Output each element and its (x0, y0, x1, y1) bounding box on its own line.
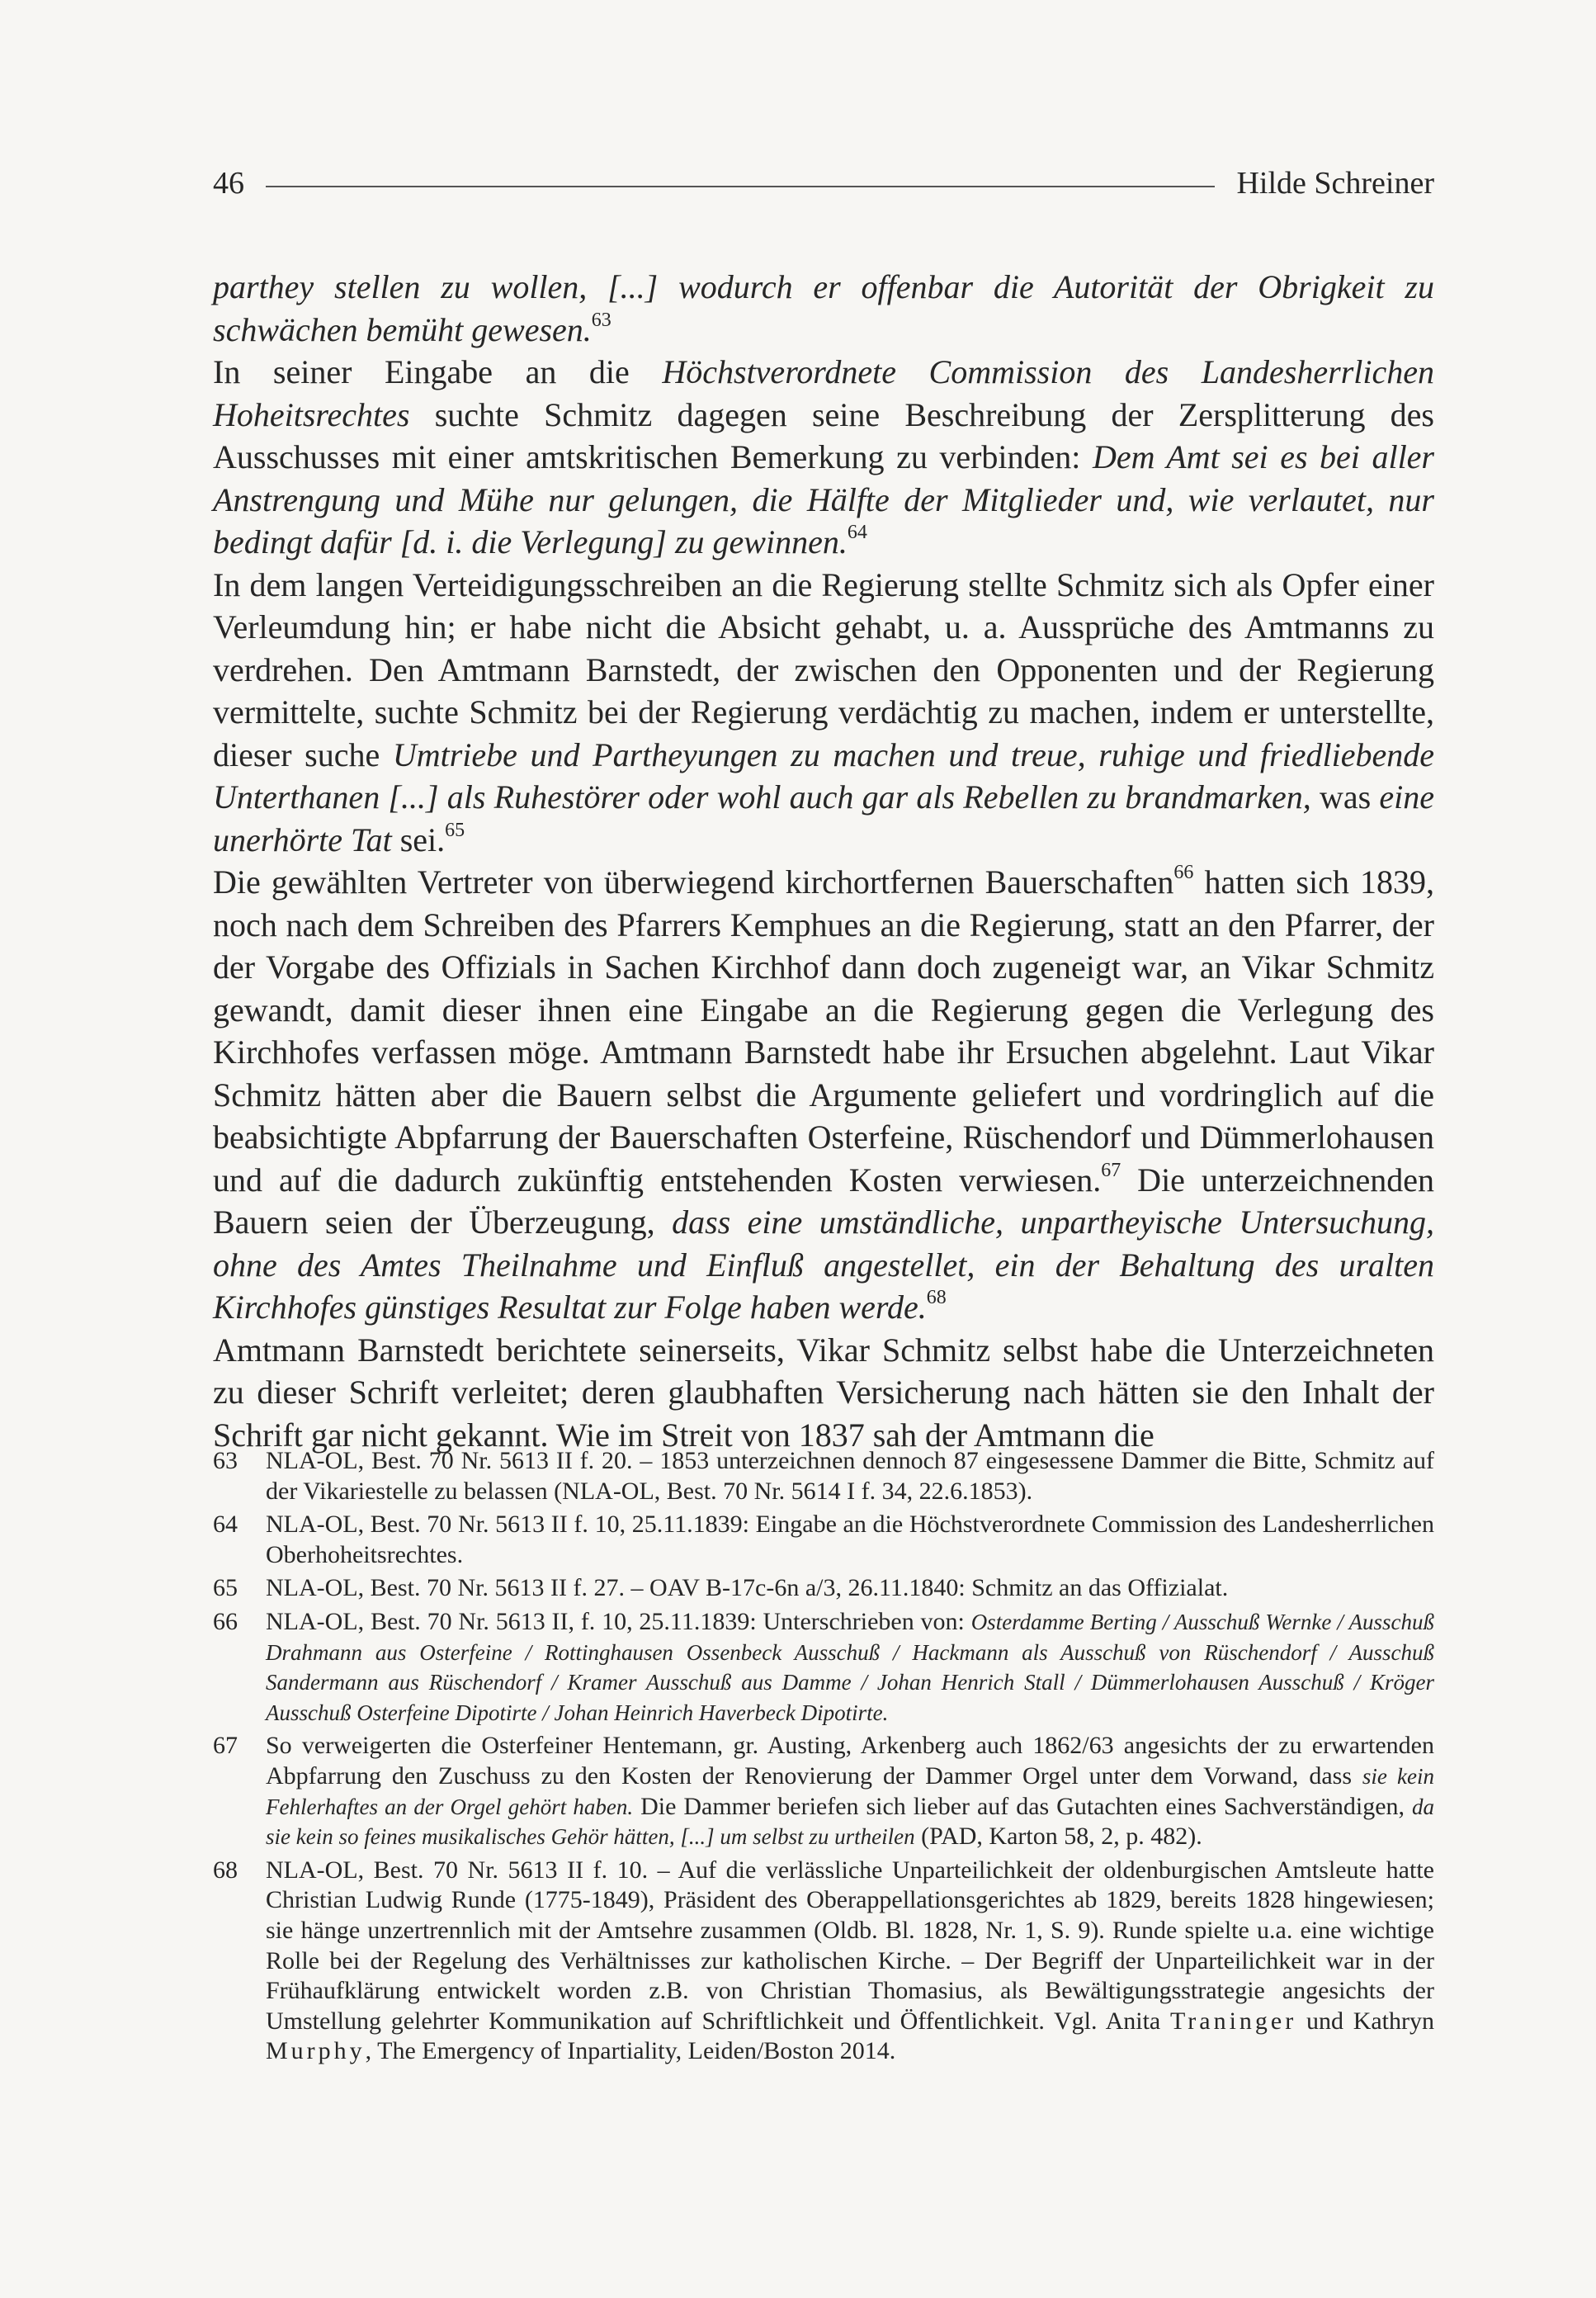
text-span: Die unterzeichnenden Bauern seien der Überzeugung, (213, 1161, 1434, 1241)
text-span: NLA-OL, Best. 70 Nr. 5613 II f. 27. – OAV B-17c-6n a/3, 26.11.1840: Schmitz an das Offizialat. (266, 1574, 1229, 1602)
footnote-text (266, 1510, 1434, 1570)
text-span: NLA-OL, Best. 70 Nr. 5613 II f. 20. – 1853 unterzeichnen dennoch 87 eingesessene Dammer die Bitte, Schmitz auf der Vikariestelle zu belassen (NLA-OL, Best. 70 Nr. 5614 I f. 34, 22.6.1853). (266, 1447, 1434, 1505)
footnote-text (266, 1856, 1434, 2067)
italic-span: sie kein Fehlerhaftes an der Orgel gehört haben. (266, 1763, 1434, 1819)
spaced-name: Murphy (266, 2037, 366, 2065)
footnotes (213, 1446, 1434, 2070)
footnote-ref: 68 (926, 1287, 947, 1308)
text-span: sei. (391, 820, 446, 858)
text-span: was (1310, 778, 1380, 816)
footnote-ref: 67 (1101, 1159, 1121, 1181)
footnote-ref: 66 (1173, 862, 1194, 883)
page-number: 46 (213, 166, 244, 201)
italic-span: Höchstverordnete Commission des Landesherrlichen Hoheitsrechtes (213, 353, 1434, 433)
text-span: NLA-OL, Best. 70 Nr. 5613 II f. 10. – Auf die verlässliche Unparteilichkeit der oldenburgischen Amtsleute hatte Christian Ludwig Runde (1775-1849), Präsident des Oberappellationsgerichtes ab 1829, bereits 1828 hingewiesen; sie hänge unzertrennlich mit der Amtsehre zusammen (Oldb. Bl. 1828, Nr. 1, S. 9). Runde spielte u.a. eine wichtige Rolle bei der Regelung des Verhältnisses zur katholischen Kirche. – Der Begriff der Unparteilichkeit war in der Frühaufklärung entwickelt worden z.B. von Christian Thomasius, als Bewältigungsstrategie angesichts der Umstellung gelehrter Kommunikation auf Schriftlichkeit und Öffentlichkeit. Vgl. Anita (266, 1856, 1434, 2035)
italic-span: Umtriebe und Partheyungen zu machen und treue, ruhige und friedliebende Unterthanen [...] als Ruhestörer oder wohl auch gar als Rebellen zu brandmarken, (213, 735, 1434, 816)
footnote-ref: 65 (445, 819, 465, 841)
italic-span: Osterdamme Berting / Ausschuß Wernke / Ausschuß Drahmann aus Osterfeine / Rottinghausen Ossenbeck Ausschuß / Hackmann als Ausschuß von Rüschendorf / Ausschuß Sandermann aus Rüschendorf / Kramer Ausschuß aus Damme / Johan Henrich Stall / Dümmerlohausen Ausschuß / Kröger Ausschuß Osterfeine Dipotirte / Johan Heinrich Haverbeck Dipotirte. (266, 1609, 1435, 1725)
footnote (213, 1731, 1434, 1851)
footnote-number: 63 (213, 1447, 238, 1474)
text-span: NLA-OL, Best. 70 Nr. 5613 II f. 10, 25.11.1839: Eingabe an die Höchstverordnete Commission des Landesherrlichen Oberhoheitsrechtes. (266, 1511, 1434, 1568)
footnote-text (266, 1573, 1434, 1604)
text-span: In seiner Eingabe an die (213, 353, 663, 390)
paragraph (213, 1329, 1434, 1457)
footnote (213, 1510, 1434, 1570)
running-author: Hilde Schreiner (1236, 166, 1434, 201)
text-span: NLA-OL, Best. 70 Nr. 5613 II, f. 10, 25.11.1839: Unterschrieben von: (266, 1607, 971, 1635)
italic-span: dass eine umständliche, unpartheyische Untersuchung, ohne des Amtes Theilnahme und Einfluß angestellet, ein der Behaltung des uralten Kirchhofes günstiges Resultat zur Folge haben werde. (213, 1203, 1434, 1326)
footnote-ref: 63 (591, 309, 611, 331)
italic-span: da sie kein so feines musikalisches Gehör hätten, [...] um selbst zu urtheilen (266, 1794, 1434, 1850)
text-span: und Kathryn (1296, 2007, 1434, 2035)
running-header (213, 165, 1434, 201)
text-span: hatten sich 1839, noch nach dem Schreiben des Pfarrers Kemphues an die Regierung, statt an den Pfarrer, der der Vorgabe des Offizials in Sachen Kirchhof dann doch zugeneigt war, an Vikar Schmitz gewandt, damit dieser ihnen eine Eingabe an die Regierung gegen die Verlegung des Kirchhofes verfassen möge. Amtmann Barnstedt habe ihr Ersuchen abgelehnt. Laut Vikar Schmitz hätten aber die Bauern selbst die Argumente geliefert und vordringlich auf die beabsichtigte Abpfarrung der Bauerschaften Osterfeine, Rüschendorf und Dümmerlohausen und auf die dadurch zukünftig entstehenden Kosten verwiesen. (213, 863, 1434, 1199)
footnote-number: 65 (213, 1574, 238, 1602)
italic-span: Dem Amt sei es bei aller Anstrengung und Mühe nur gelungen, die Hälfte der Mitglieder und, wie verlautet, nur bedingt dafür [d. i. die Verlegung] zu gewinnen. (213, 438, 1434, 560)
footnote-text (266, 1607, 1434, 1728)
italic-span: eine unerhörte Tat (213, 778, 1434, 858)
text-span: , The Emergency of Inpartiality, Leiden/Boston 2014. (365, 2037, 896, 2065)
footnote-text (266, 1446, 1434, 1506)
footnote (213, 1573, 1434, 1604)
footnote (213, 1607, 1434, 1728)
paragraph (213, 351, 1434, 564)
footnote-number: 66 (213, 1607, 238, 1635)
text-span: Die gewählten Vertreter von überwiegend kirchortfernen Bauerschaften (213, 863, 1174, 901)
text-span: suchte Schmitz dagegen seine Beschreibung der Zersplitterung des Ausschusses mit einer amtskritischen Bemerkung zu verbinden: (213, 395, 1434, 475)
italic-span: parthey stellen zu wollen, [...] wodurch er offenbar die Autorität der Obrigkeit zu schwächen bemüht gewesen. (213, 268, 1434, 348)
footnote (213, 1446, 1434, 1506)
footnote-number: 64 (213, 1511, 238, 1539)
footnote-text (266, 1731, 1434, 1851)
header-rule (266, 186, 1215, 187)
text-span: Die Dammer beriefen sich lieber auf das Gutachten eines Sachverständigen, (633, 1792, 1412, 1820)
text-span: Amtmann Barnstedt berichtete seinerseits, Vikar Schmitz selbst habe die Unterzeichneten zu dieser Schrift verleitet; deren glaubhaften Versicherung nach hätten sie den Inhalt der Schrift gar nicht gekannt. Wie im Streit von 1837 sah der Amtmann die (213, 1331, 1434, 1454)
text-span: So verweigerten die Osterfeiner Hentemann, gr. Austing, Arkenberg auch 1862/63 angesichts der zu erwartenden Abpfarrung den Zuschuss zu den Kosten der Renovierung der Dammer Orgel unter dem Vorwand, dass (266, 1732, 1434, 1790)
footnote-number: 68 (213, 1856, 238, 1884)
text-span: In dem langen Verteidigungsschreiben an die Regierung stellte Schmitz sich als Opfer einer Verleumdung hin; er habe nicht die Absicht gehabt, u. a. Aussprüche des Amtmanns zu verdrehen. Den Amtmann Barnstedt, der zwischen den Opponenten und der Regierung vermittelte, suchte Schmitz bei der Regierung verdächtig zu machen, indem er unterstellte, dieser suche (213, 565, 1434, 773)
text-span: (PAD, Karton 58, 2, p. 482). (914, 1823, 1202, 1851)
spaced-name: Traninger (1170, 2007, 1297, 2035)
paragraph (213, 266, 1434, 351)
footnote-number: 67 (213, 1732, 238, 1760)
paragraph (213, 564, 1434, 862)
body-text (213, 266, 1434, 1456)
footnote-ref: 64 (847, 522, 867, 543)
paragraph (213, 861, 1434, 1329)
footnote (213, 1856, 1434, 2067)
